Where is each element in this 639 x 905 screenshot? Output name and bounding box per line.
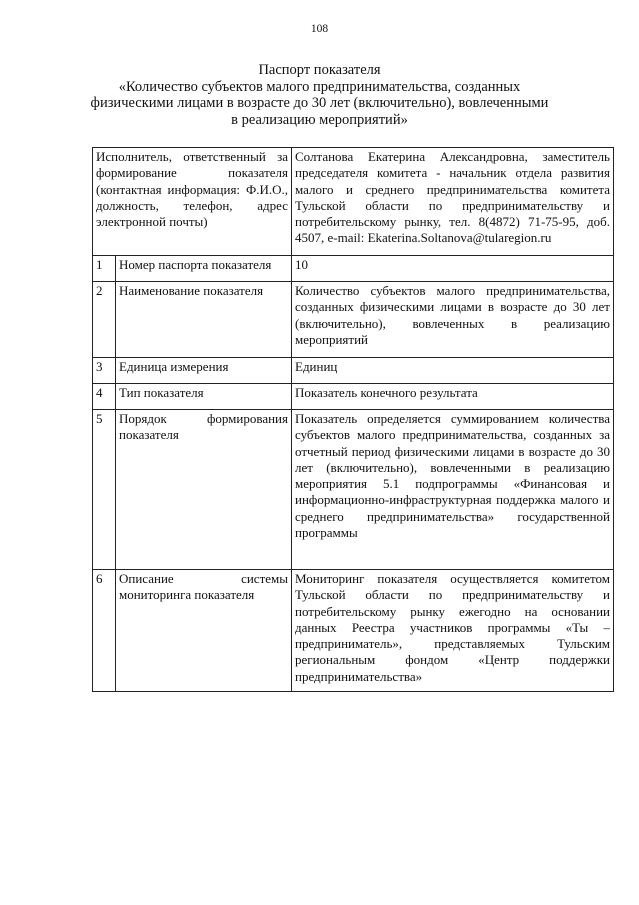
row-value: Показатель конечного результата <box>292 384 614 410</box>
row-number: 6 <box>93 570 116 692</box>
table-row <box>93 282 614 358</box>
row-number: 3 <box>93 358 116 384</box>
table-row <box>93 384 614 410</box>
row-label: Единица измерения <box>116 358 292 384</box>
row-number: 1 <box>93 256 116 282</box>
table-row <box>93 410 614 570</box>
row-label: Описание системы мониторинга показателя <box>116 570 292 692</box>
executor-value: Солтанова Екатерина Александровна, заместитель председателя комитета - начальник отдела развития малого и среднего предпринимательства комитета Тульской области по предпринимательству и потребительскому рынку, тел. 8(4872) 71-75-95, доб. 4507, e-mail: Ekaterina.Soltanova@tularegion.ru <box>292 148 614 256</box>
row-number: 4 <box>93 384 116 410</box>
row-label: Номер паспорта показателя <box>116 256 292 282</box>
passport-table <box>92 147 614 692</box>
row-value: Количество субъектов малого предпринимательства, созданных физическими лицами в возрасте до 30 лет (включительно), вовлеченных в реализацию мероприятий <box>292 282 614 358</box>
row-value: Показатель определяется суммированием количества субъектов малого предпринимательства, созданных за отчетный период физическими лицами в возрасте до 30 лет (включительно), вовлеченными в реализацию мероприятия 5.1 подпрограммы «Финансовая и информационно-инфраструктурная поддержка малого и среднего предпринимательства» государственной программы <box>292 410 614 570</box>
document-title <box>0 62 639 128</box>
title-line-1: Паспорт показателя <box>258 62 381 78</box>
table-row <box>93 358 614 384</box>
row-label: Порядок формирования показателя <box>116 410 292 570</box>
table-row-executor <box>93 148 614 256</box>
page-number: 108 <box>310 23 329 35</box>
row-label: Тип показателя <box>116 384 292 410</box>
table-row <box>93 570 614 692</box>
row-number: 5 <box>93 410 116 570</box>
row-value: 10 <box>292 256 614 282</box>
title-line-4: в реализацию мероприятий» <box>231 111 408 128</box>
executor-label: Исполнитель, ответственный за формирование показателя (контактная информация: Ф.И.О., должность, телефон, адрес электронной почты) <box>93 148 292 256</box>
title-line-2: «Количество субъектов малого предпринимательства, созданных <box>118 78 521 95</box>
table-row <box>93 256 614 282</box>
title-line-3: физическими лицами в возрасте до 30 лет (включительно), вовлеченными <box>90 95 549 111</box>
row-value: Мониторинг показателя осуществляется комитетом Тульской области по предпринимательству и потребительскому рынку ежегодно на основании данных Реестра участников программы «Ты – предприниматель», представляемых Тульским региональным фондом «Центр поддержки предпринимательства» <box>292 570 614 692</box>
row-value: Единиц <box>292 358 614 384</box>
row-label: Наименование показателя <box>116 282 292 358</box>
row-number: 2 <box>93 282 116 358</box>
